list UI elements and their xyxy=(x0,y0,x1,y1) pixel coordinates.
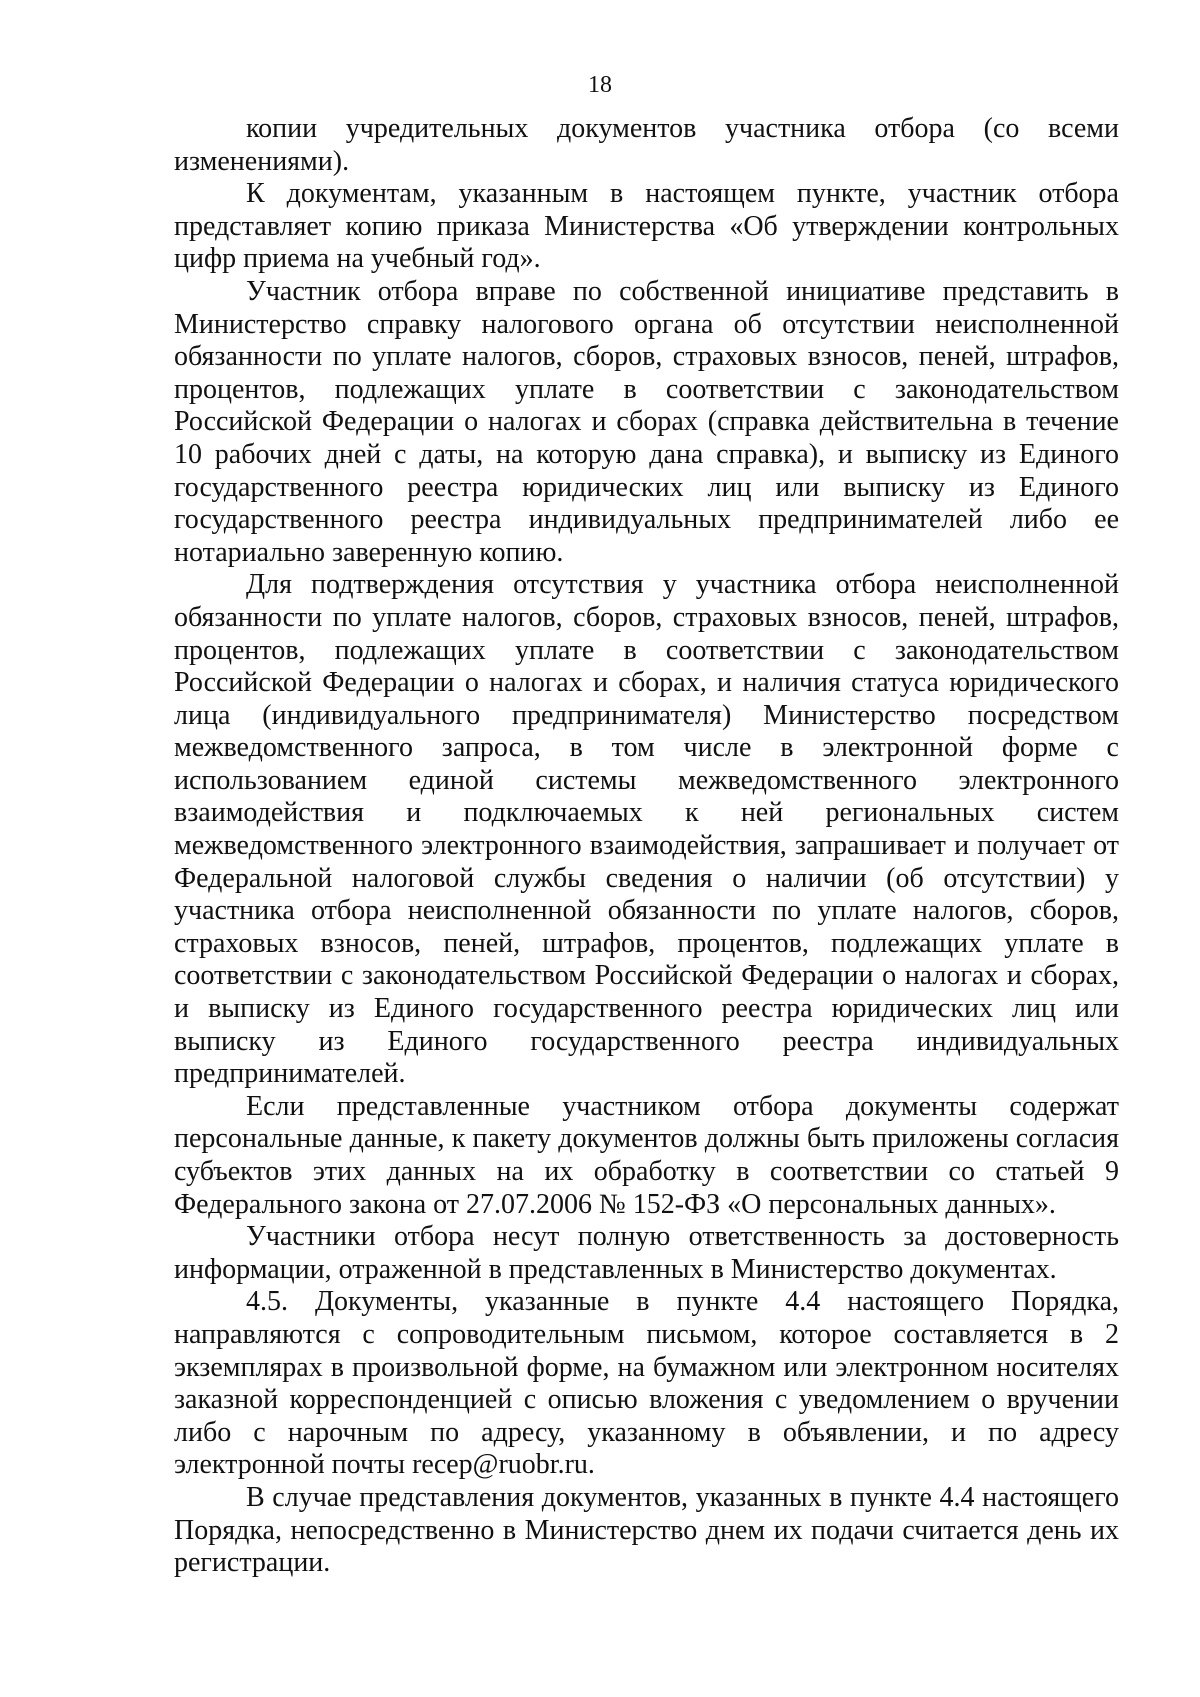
paragraph-responsibility: Участники отбора несут полную ответственность за достоверность информации, отраженной в представленных в Министерство документах. xyxy=(174,1221,1119,1285)
paragraph-clause-4-5: 4.5. Документы, указанные в пункте 4.4 настоящего Порядка, направляются с сопроводительным письмом, которое составляется в 2 экземплярах в произвольной форме, на бумажном или электронном носителях заказной корреспонденцией с описью вложения с уведомлением о вручении либо с нарочным по адресу, указанному в объявлении, и по адресу электронной почты recep@ruobr.ru. xyxy=(174,1286,1119,1481)
paragraph-personal-data: Если представленные участником отбора документы содержат персональные данные, к пакету документов должны быть приложены согласия субъектов этих данных на их обработку в соответствии со статьей 9 Федерального закона от 27.07.2006 № 152-ФЗ «О персональных данных». xyxy=(174,1090,1119,1220)
page-number: 18 xyxy=(588,72,612,98)
paragraph-submission-date: В случае представления документов, указанных в пункте 4.4 настоящего Порядка, непосредственно в Министерство днем их подачи считается день их регистрации. xyxy=(174,1481,1119,1579)
paragraph-tax-certificate: Участник отбора вправе по собственной инициативе представить в Министерство справку налогового органа об отсутствии неисполненной обязанности по уплате налогов, сборов, страховых взносов, пеней, штрафов, процентов, подлежащих уплате в соответствии с законодательством Российской Федерации о налогах и сборах (справка действительна в течение 10 рабочих дней с даты, на которую дана справка), и выписку из Единого государственного реестра юридических лиц или выписку из Единого государственного реестра индивидуальных предпринимателей либо ее нотариально заверенную копию. xyxy=(174,275,1119,568)
document-body xyxy=(174,113,1119,1580)
paragraph-interagency-request: Для подтверждения отсутствия у участника отбора неисполненной обязанности по уплате налогов, сборов, страховых взносов, пеней, штрафов, процентов, подлежащих уплате в соответствии с законодательством Российской Федерации о налогах и сборах, и наличия статуса юридического лица (индивидуального предпринимателя) Министерство посредством межведомственного запроса, в том числе в электронной форме с использованием единой системы межведомственного электронного взаимодействия и подключаемых к ней региональных систем межведомственного электронного взаимодействия, запрашивает и получает от Федеральной налоговой службы сведения о наличии (об отсутствии) у участника отбора неисполненной обязанности по уплате налогов, сборов, страховых взносов, пеней, штрафов, процентов, подлежащих уплате в соответствии с законодательством Российской Федерации о налогах и сборах, и выписку из Единого государственного реестра юридических лиц или выписку из Единого государственного реестра индивидуальных предпринимателей. xyxy=(174,569,1119,1090)
paragraph-continuation: копии учредительных документов участника отбора (со всеми изменениями). xyxy=(174,113,1119,177)
paragraph-order-copy: К документам, указанным в настоящем пункте, участник отбора представляет копию приказа Министерства «Об утверждении контрольных цифр приема на учебный год». xyxy=(174,178,1119,275)
